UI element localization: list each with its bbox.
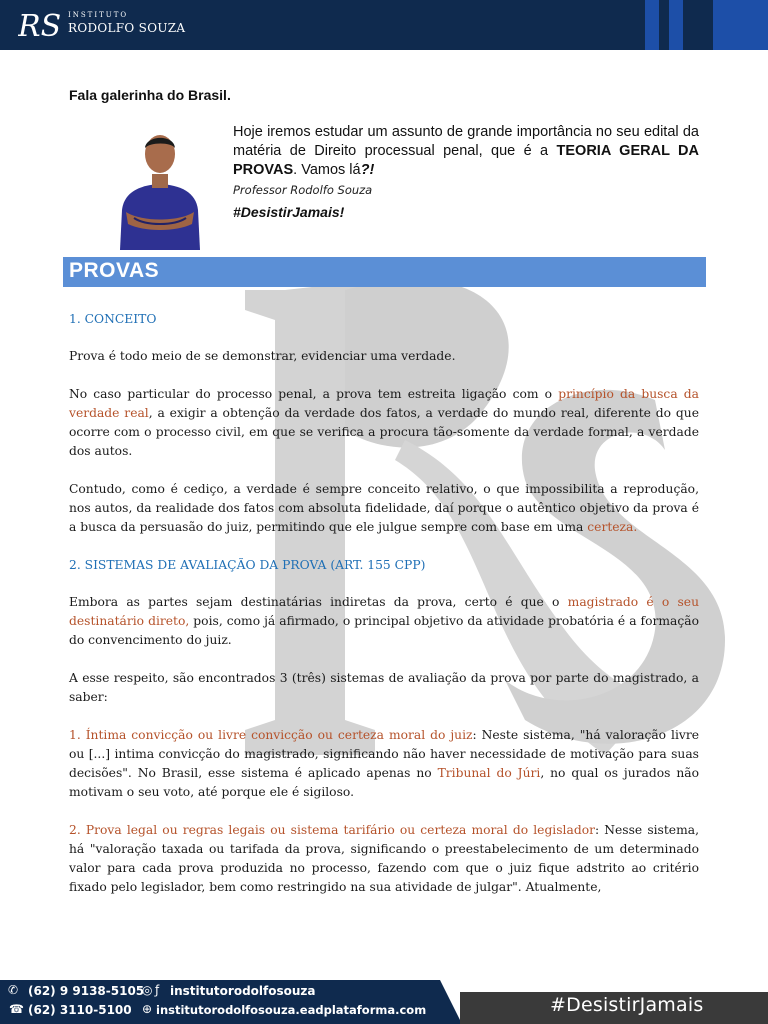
brand-main: RODOLFO SOUZA <box>68 21 186 35</box>
paragraph <box>69 593 699 650</box>
section-title: PROVAS <box>69 259 160 282</box>
paragraph-text: , a exigir a obtenção da verdade dos fatos, a verdade do mundo real, diferente do que ocorre com o processo civil, em que se verifica a procura tão-somente da verdade formal, a verdade dos autos. <box>69 406 699 458</box>
highlight-text: 2. Prova legal ou regras legais ou sistema tarifário ou certeza moral do legislador <box>69 823 595 837</box>
paragraph-text: Contudo, como é cediço, a verdade é sempre conceito relativo, o que impossibilita a reprodução, nos autos, da realidade dos fatos com absoluta fidelidade, daí porque o autêntico objetivo da prova é a busca da persuasão do juiz, permitindo que ele julgue sempre com base em uma <box>69 482 699 534</box>
social-handle[interactable]: institutorodolfosouza <box>170 984 316 998</box>
paragraph-text: : Nesse sistema, há "valoração taxada ou tarifada da prova, significando o preestabelecimento de um determinado valor para cada prova produzida no processo, fazendo com que o juiz fique adstrito ao critério fixado pelo legislador, bem como restringido na sua atividade de julgar". Atualmente, <box>69 823 699 894</box>
globe-icon: ⊕ <box>142 1002 153 1016</box>
paragraph <box>69 480 699 537</box>
paragraph-text: , no qual os jurados não motivam o seu voto, até porque ele é sigiloso. <box>69 766 699 799</box>
footer-hashtag: #DesistirJamais <box>550 994 704 1016</box>
intro-text <box>233 123 699 222</box>
paragraph-text: pois, como já afirmado, o principal objetivo da atividade probatória é a formação do convencimento do juiz. <box>69 614 699 647</box>
section-heading-conceito: 1. CONCEITO <box>69 312 157 326</box>
svg-text:RS: RS <box>18 9 62 42</box>
professor-photo <box>116 130 204 250</box>
platform-link[interactable]: institutorodolfosouza.eadplataforma.com <box>156 1003 427 1017</box>
paragraph: A esse respeito, são encontrados 3 (três) sistemas de avaliação da prova por parte do magistrado, a saber: <box>69 671 699 704</box>
section-heading-sistemas: 2. SISTEMAS DE AVALIAÇÃO DA PROVA (ART. 155 CPP) <box>69 558 426 572</box>
brand-sub: INSTITUTO <box>68 11 129 19</box>
instagram-icon: ◎ <box>142 983 153 997</box>
greeting: Fala galerinha do Brasil. <box>69 87 231 103</box>
phone-icon: ☎ <box>9 1002 24 1016</box>
intro-mark: ?! <box>360 162 375 178</box>
highlight-text: Tribunal do Júri <box>437 766 541 780</box>
whatsapp-icon: ✆ <box>8 983 19 997</box>
facebook-icon: ƒ <box>155 983 160 997</box>
page-header <box>0 0 768 50</box>
intro-text-before: Hoje iremos estudar um assunto de grande importância no seu edital da matéria de Direito processual penal, que é a <box>233 124 699 159</box>
paragraph: Prova é todo meio de se demonstrar, evidenciar uma verdade. <box>69 349 456 363</box>
header-stripe <box>713 0 768 50</box>
brand-name <box>68 12 185 34</box>
paragraph-text: No caso particular do processo penal, a prova tem estreita ligação com o <box>69 387 559 401</box>
paragraph <box>69 821 699 897</box>
brand-logo-icon <box>18 8 62 42</box>
phone-number[interactable]: (62) 3110-5100 <box>28 1003 132 1017</box>
professor-name: Professor Rodolfo Souza <box>233 183 373 197</box>
paragraph-text: : Neste sistema, "há valoração livre ou [...] intima convicção do magistrado, significando não haver necessidade de motivação para suas decisões". No Brasil, esse sistema é aplicado apenas no <box>69 728 699 780</box>
intro-paragraph <box>233 123 699 180</box>
header-stripe <box>669 0 683 50</box>
paragraph <box>69 385 699 461</box>
intro-hashtag: #DesistirJamais! <box>233 204 345 220</box>
document-body <box>69 310 699 916</box>
paragraph-text: Embora as partes sejam destinatárias indiretas da prova, certo é que o <box>69 595 568 609</box>
highlight-text: certeza. <box>587 520 638 534</box>
whatsapp-number[interactable]: (62) 9 9138-5105 <box>28 984 145 998</box>
highlight-text: princípio da busca da verdade real <box>69 387 699 420</box>
paragraph <box>69 726 699 802</box>
intro-text-after: . Vamos lá <box>293 162 361 178</box>
section-title-bar <box>63 257 706 287</box>
highlight-text: magistrado é o seu destinatário direto, <box>69 595 700 628</box>
intro-topic: TEORIA GERAL DA PROVAS <box>233 143 700 178</box>
header-stripe <box>645 0 659 50</box>
highlight-text: 1. Íntima convicção ou livre convicção ou certeza moral do juiz <box>69 728 473 742</box>
